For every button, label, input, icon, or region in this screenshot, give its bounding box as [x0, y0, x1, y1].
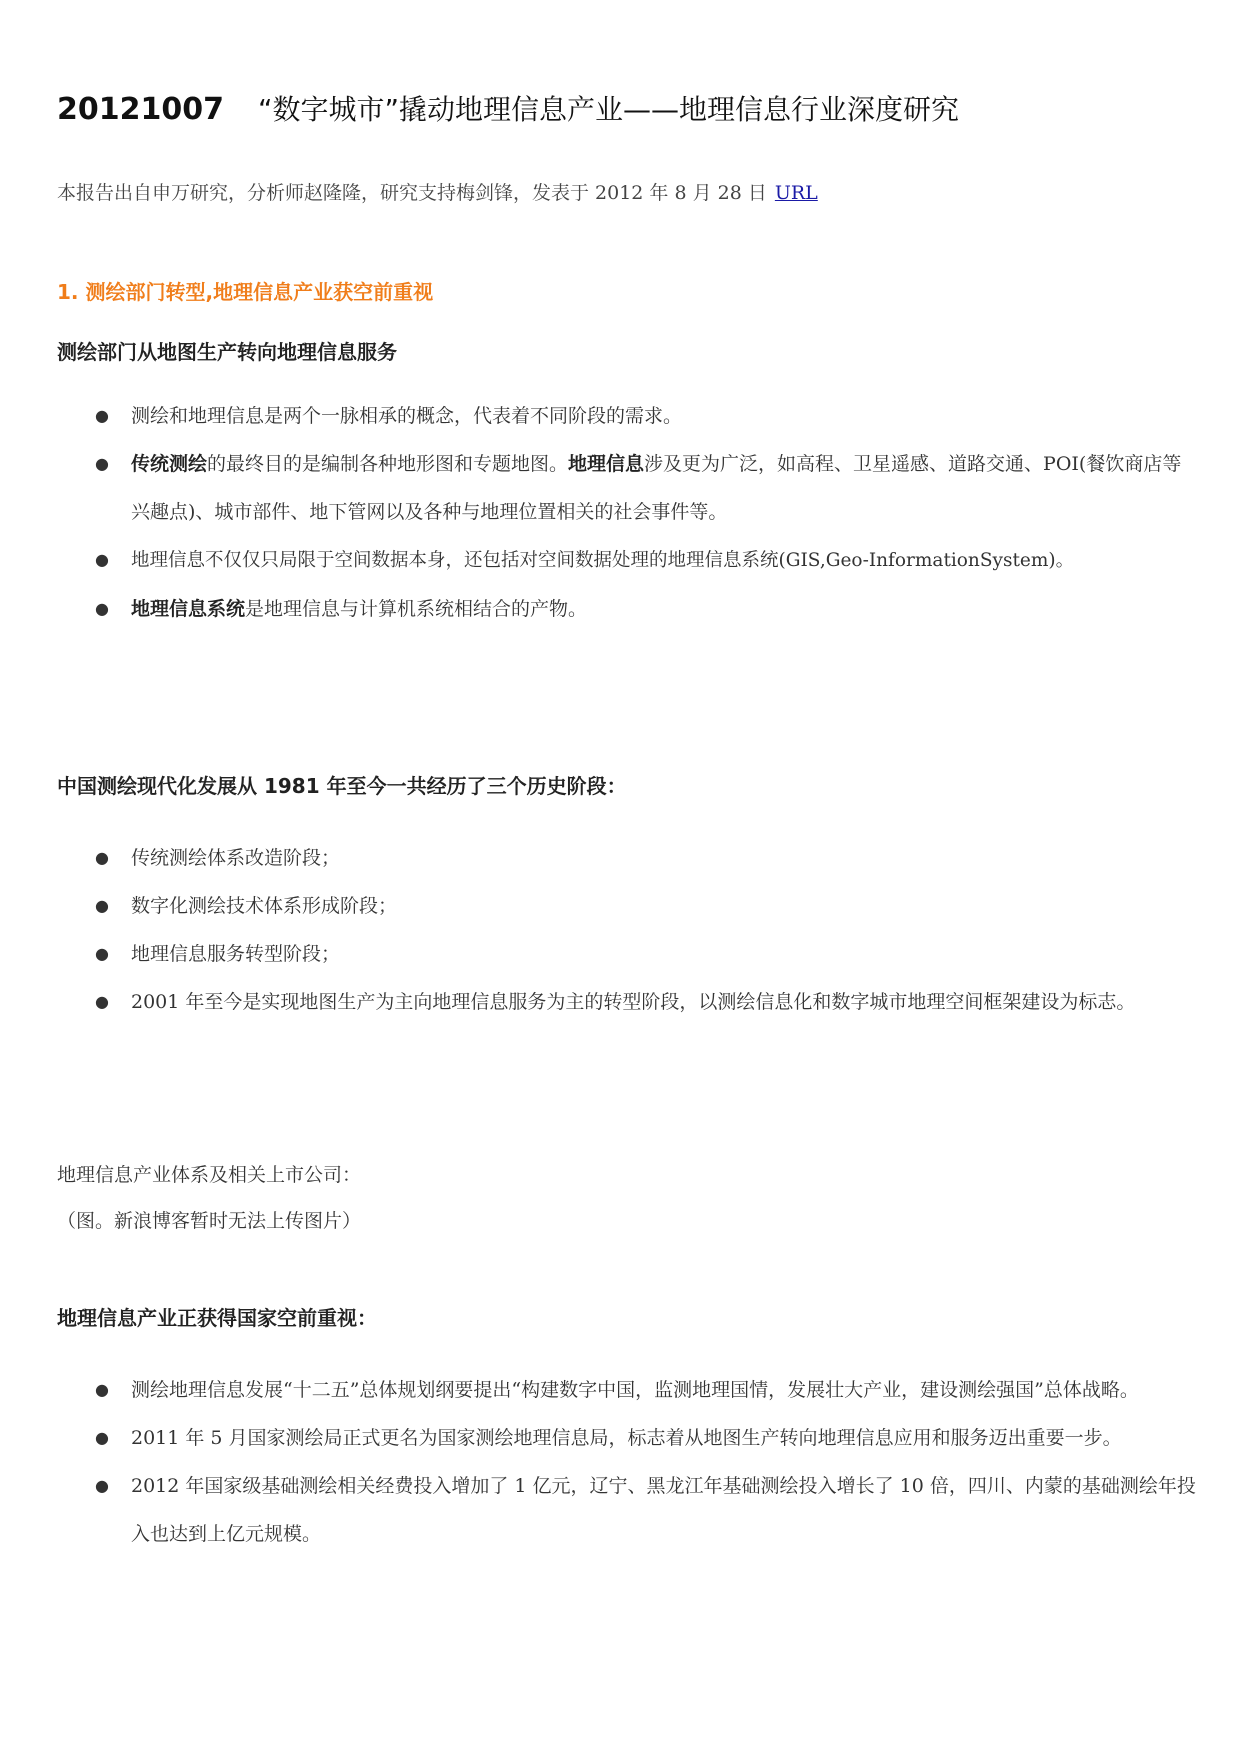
bullet-icon: ●	[95, 550, 109, 569]
page-title	[57, 88, 959, 128]
item-text: 2001 年至今是实现地图生产为主向地理信息服务为主的转型阶段，以测绘信息化和数字城市地理空间框架建设为标志。	[131, 991, 1136, 1013]
list-history-stages	[57, 834, 1197, 1026]
bullet-icon: ●	[95, 454, 109, 473]
subheading-surveying-shift: 测绘部门从地图生产转向地理信息服务	[57, 340, 397, 364]
report-meta	[57, 178, 818, 205]
bullet-icon: ●	[95, 406, 109, 425]
keyword: 传统测绘	[131, 453, 208, 475]
bullet-icon: ●	[95, 1428, 109, 1447]
list-item	[57, 536, 1197, 585]
item-text: 是地理信息与计算机系统相结合的产物。	[245, 598, 588, 620]
bullet-icon: ●	[95, 1380, 109, 1399]
list-item	[57, 930, 1197, 978]
bullet-icon: ●	[95, 992, 109, 1011]
bullet-icon: ●	[95, 944, 109, 963]
item-text: 地理信息不仅仅只局限于空间数据本身，还包括对空间数据处理的地理信息系统(GIS,Geo-InformationSystem)。	[131, 550, 1075, 571]
meta-text: 本报告出自申万研究，分析师赵隆隆，研究支持梅剑锋，发表于 2012 年 8 月 28 日	[57, 182, 767, 204]
keyword: 地理信息	[568, 453, 645, 475]
subheading-national-attention: 地理信息产业正获得国家空前重视：	[57, 1306, 377, 1330]
item-text: 传统测绘体系改造阶段；	[131, 847, 341, 869]
list-item	[57, 1414, 1197, 1462]
list-item	[57, 1462, 1197, 1558]
list-item	[57, 834, 1197, 882]
item-text: 2011 年 5 月国家测绘局正式更名为国家测绘地理信息局，标志着从地图生产转向地理信息应用和服务迈出重要一步。	[131, 1427, 1122, 1449]
item-text: 数字化测绘技术体系形成阶段；	[131, 895, 398, 917]
item-text: 测绘和地理信息是两个一脉相承的概念，代表着不同阶段的需求。	[131, 405, 683, 427]
list-item	[57, 392, 1197, 440]
list-item	[57, 440, 1197, 536]
subheading-history-stages: 中国测绘现代化发展从 1981 年至今一共经历了三个历史阶段：	[57, 774, 627, 798]
list-item	[57, 978, 1197, 1026]
bullet-icon: ●	[95, 896, 109, 915]
title-date: 20121007	[57, 92, 224, 127]
keyword: 地理信息系统	[131, 598, 246, 620]
section-heading: 1. 测绘部门转型,地理信息产业获空前重视	[57, 280, 434, 304]
title-text: “数字城市”撬动地理信息产业——地理信息行业深度研究	[258, 93, 960, 126]
source-link[interactable]: URL	[774, 182, 818, 204]
bullet-icon: ●	[95, 848, 109, 867]
list-surveying-shift	[57, 392, 1197, 633]
image-placeholder-note: （图。新浪博客暂时无法上传图片）	[57, 1210, 362, 1232]
list-national-attention	[57, 1366, 1197, 1558]
item-text: 的最终目的是编制各种地形图和专题地图。	[207, 453, 569, 475]
bullet-icon: ●	[95, 599, 109, 618]
item-text: 2012 年国家级基础测绘相关经费投入增加了 1 亿元，辽宁、黑龙江年基础测绘投入增长了 10 倍，四川、内蒙的基础测绘年投入也达到上亿元规模。	[131, 1475, 1196, 1545]
item-text: 涉及更为广泛，如高程、卫星遥感、道路交通、POI(餐饮商店等兴趣点)、城市部件、地下管网以及各种与地理位置相关的社会事件等。	[131, 453, 1182, 523]
item-text: 地理信息服务转型阶段；	[131, 943, 341, 965]
list-item	[57, 1366, 1197, 1414]
list-item	[57, 882, 1197, 930]
list-item	[57, 585, 1197, 633]
industry-system-label: 地理信息产业体系及相关上市公司：	[57, 1164, 362, 1186]
bullet-icon: ●	[95, 1476, 109, 1495]
item-text: 测绘地理信息发展“十二五”总体规划纲要提出“构建数字中国，监测地理国情，发展壮大产业，建设测绘强国”总体战略。	[131, 1379, 1139, 1401]
